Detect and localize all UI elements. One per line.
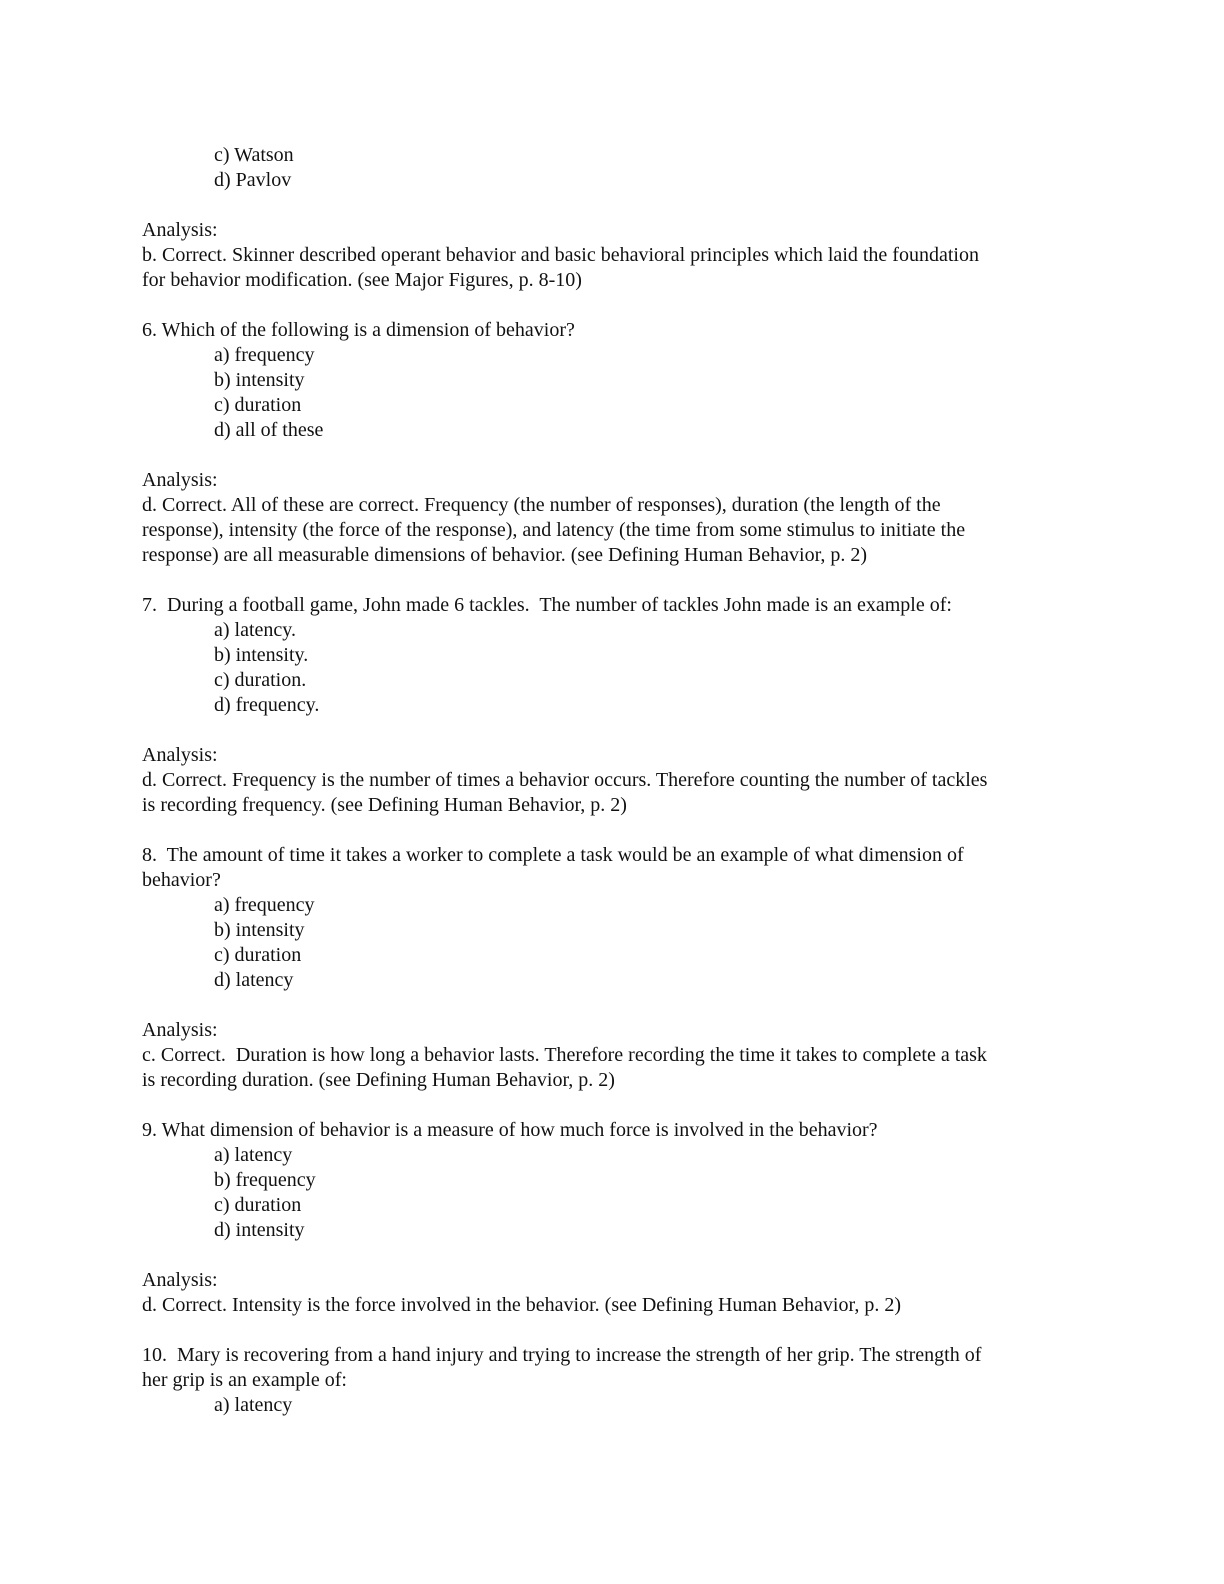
analysis-text: is recording duration. (see Defining Human Behavior, p. 2) <box>142 1069 615 1091</box>
analysis-text: is recording frequency. (see Defining Human Behavior, p. 2) <box>142 794 627 816</box>
answer-option: a) latency <box>214 1394 293 1416</box>
analysis-label: Analysis: <box>142 1019 218 1041</box>
analysis-text: d. Correct. All of these are correct. Frequency (the number of responses), duration (the length of the <box>142 494 941 516</box>
answer-option: c) duration <box>214 1194 302 1216</box>
question-text: 7. During a football game, John made 6 tackles. The number of tackles John made is an example of: <box>142 594 952 616</box>
question-text: 9. What dimension of behavior is a measure of how much force is involved in the behavior? <box>142 1119 878 1141</box>
answer-option: c) Watson <box>214 144 294 166</box>
question-text: 10. Mary is recovering from a hand injury and trying to increase the strength of her grip. The strength of <box>142 1344 982 1366</box>
answer-option: c) duration <box>214 394 302 416</box>
answer-option: d) Pavlov <box>214 169 292 191</box>
answer-option: b) frequency <box>214 1169 316 1191</box>
analysis-text: b. Correct. Skinner described operant behavior and basic behavioral principles which laid the foundation <box>142 244 979 266</box>
analysis-text: for behavior modification. (see Major Figures, p. 8-10) <box>142 269 582 291</box>
analysis-label: Analysis: <box>142 219 218 241</box>
analysis-label: Analysis: <box>142 744 218 766</box>
page-content <box>142 143 1072 1418</box>
answer-option: d) all of these <box>214 419 324 441</box>
analysis-text: response), intensity (the force of the response), and latency (the time from some stimulus to initiate the <box>142 519 966 541</box>
answer-option: d) frequency. <box>214 694 320 716</box>
analysis-label: Analysis: <box>142 469 218 491</box>
answer-option: c) duration. <box>214 669 307 691</box>
answer-option: a) frequency <box>214 894 315 916</box>
answer-option: b) intensity <box>214 369 305 391</box>
question-text: her grip is an example of: <box>142 1369 347 1391</box>
analysis-label: Analysis: <box>142 1269 218 1291</box>
answer-option: d) intensity <box>214 1219 305 1241</box>
answer-option: b) intensity <box>214 919 305 941</box>
answer-option: a) latency. <box>214 619 296 641</box>
answer-option: a) frequency <box>214 344 315 366</box>
analysis-text: d. Correct. Intensity is the force involved in the behavior. (see Defining Human Behavior, p. 2) <box>142 1294 901 1316</box>
answer-option: d) latency <box>214 969 294 991</box>
answer-option: b) intensity. <box>214 644 309 666</box>
answer-option: a) latency <box>214 1144 293 1166</box>
question-text: 6. Which of the following is a dimension of behavior? <box>142 319 575 341</box>
analysis-text: response) are all measurable dimensions of behavior. (see Defining Human Behavior, p. 2) <box>142 544 868 566</box>
answer-option: c) duration <box>214 944 302 966</box>
question-text: behavior? <box>142 869 221 891</box>
analysis-text: c. Correct. Duration is how long a behavior lasts. Therefore recording the time it takes to complete a task <box>142 1044 987 1066</box>
analysis-text: d. Correct. Frequency is the number of times a behavior occurs. Therefore counting the number of tackles <box>142 769 988 791</box>
question-text: 8. The amount of time it takes a worker to complete a task would be an example of what dimension of <box>142 844 964 866</box>
